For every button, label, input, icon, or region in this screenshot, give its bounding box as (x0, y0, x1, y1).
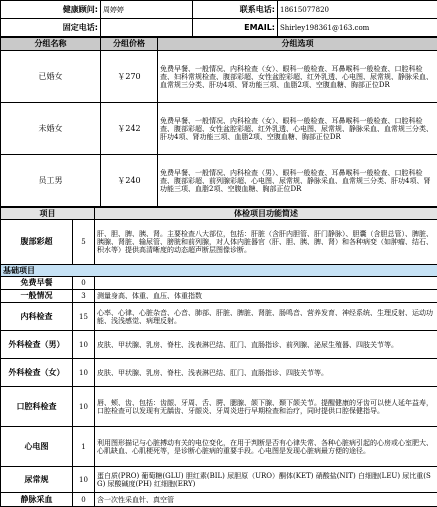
item-description: 肝、胆、脾、胰、肾。主要检查八大部位，包括：肝脏（含肝内胆管、肝门静脉）、胆囊（含胆总管）、脾脏、胰腺、肾脏、输尿管、膀胱和前列腺，对人体内脏器官（肝、胆、胰、脾、肾）和各种病变（如肿瘤、结石、积水等）提供高清晰度的动态超声断层图像诊断。 (95, 220, 437, 265)
item-count: 5 (73, 220, 95, 265)
item-name: 尿常规 (1, 467, 73, 493)
group-pricing-table (0, 37, 437, 207)
item-count: 3 (73, 290, 95, 303)
featured-item-row (1, 220, 437, 265)
group-items-header: 分组选项 (158, 38, 437, 51)
group-row (1, 103, 437, 155)
item-description: 利用图形描记与心脏搏动有关的电位变化，在用于判断是否有心律失常、各种心脏病引起的心房或心室肥大、心肌缺血、心肌梗死等，是诊断心脏病的重要手段。心电图是发现心脏病最方便的途径。 (95, 427, 437, 467)
item-description: 蛋白质(PRO) 葡萄糖(GLU) 胆红素(BIL) 尿胆原（URO）酮体(KET) 硝酸盐(NIT) 白细胞(LEU) 尿比重(SG) 尿酸碱度(PH) 红细胞(ERY) (95, 467, 437, 493)
email-label: EMAIL: (193, 19, 278, 37)
email-value: Shirley198361@163.com (278, 19, 437, 37)
table-row (1, 467, 437, 493)
group-name: 未婚女 (1, 103, 101, 155)
item-count: 0 (73, 493, 95, 507)
group-price: ￥240 (101, 155, 158, 207)
item-description: 皮肤、甲状腺、乳房、脊柱、浅表淋巴结、肛门、直肠指诊、四肢关节等。 (95, 359, 437, 387)
item-name: 心电图 (1, 427, 73, 467)
group-items: 免费早餐、一般情况、内科检查（男）、眼科一般检查、耳鼻喉科一般检查、口腔科检查、腹部彩超、前列腺彩超、心电图、尿常规、静脉采血、血常规三分类、肝功4项、肾功能三项、血脂2项、空腹血糖、胸部正位DR (158, 155, 437, 207)
item-description: 唇、颊、齿、包括：齿龈、牙周、舌、腭、腮腺、颌下腺、颞下颌关节。提醒健康的牙齿可以使人延年益寿，口腔检查可以发现有无龋齿、牙龈炎、牙周炎进行早期检查和治疗，同时提供口腔保健指导。 (95, 387, 437, 427)
item-name: 外科检查（女） (1, 359, 73, 387)
item-name: 外科检查（男） (1, 331, 73, 359)
fixed-phone-value (101, 19, 193, 37)
item-header: 项目 (1, 208, 95, 220)
item-name: 腹部彩超 (1, 220, 73, 265)
item-description: 测量身高、体重、血压、体重指数 (95, 290, 437, 303)
table-row (1, 277, 437, 290)
group-row (1, 51, 437, 103)
item-count: 10 (73, 387, 95, 427)
items-description-table (0, 207, 437, 507)
group-price: ￥242 (101, 103, 158, 155)
item-name: 内科检查 (1, 303, 73, 331)
group-items: 免费早餐、一般情况、内科检查（女）、眼科一般检查、耳鼻喉科一般检查、口腔科检查、妇科常规检查、腹部彩超、女性盆腔彩超、红外乳透、心电图、尿常规、静脉采血、血常规三分类、肝功4项、肾功能三项、血脂2项、空腹血糖、胸部正位DR (158, 51, 437, 103)
group-name: 员工男 (1, 155, 101, 207)
group-name-header: 分组名称 (1, 38, 101, 51)
consultant-label: 健康顾问: (1, 1, 101, 19)
description-header: 体检项目功能简述 (95, 208, 437, 220)
item-count: 10 (73, 359, 95, 387)
item-description: 含一次性采血针、真空管 (95, 493, 437, 507)
group-price: ￥270 (101, 51, 158, 103)
table-row (1, 427, 437, 467)
fixed-phone-label: 固定电话: (1, 19, 101, 37)
item-description (95, 277, 437, 290)
item-name: 免费早餐 (1, 277, 73, 290)
item-count: 15 (73, 303, 95, 331)
group-items: 免费早餐、一般情况、内科检查（女）、眼科一般检查、耳鼻喉科一般检查、口腔科检查、腹部彩超、女性盆腔彩超、红外乳透、心电图、尿常规、静脉采血、血常规三分类、肝功4项、肾功能三项、血脂2项、空腹血糖、胸部正位DR (158, 103, 437, 155)
item-count: 10 (73, 467, 95, 493)
table-row (1, 331, 437, 359)
table-row (1, 359, 437, 387)
item-name: 一般情况 (1, 290, 73, 303)
group-name: 已婚女 (1, 51, 101, 103)
item-count: 0 (73, 277, 95, 290)
contact-header (0, 0, 437, 37)
table-row (1, 387, 437, 427)
phone-value: 18615077820 (278, 1, 437, 19)
item-description: 心率、心律、心脏杂音、心音、肺部、肝脏、脾脏、肾脏、肠鸣音、营养发育、神经系统、生理反射、运动功能、浅浅感觉、病理反射。 (95, 303, 437, 331)
item-count: 10 (73, 331, 95, 359)
item-description: 皮肤、甲状腺、乳房、脊柱、浅表淋巴结、肛门、直肠指诊、前列腺、泌尿生殖器、四肢关节等。 (95, 331, 437, 359)
group-price-header: 分组价格 (101, 38, 158, 51)
section-title: 基础项目 (1, 265, 437, 277)
table-row (1, 290, 437, 303)
consultant-value: 周婷婷 (101, 1, 193, 19)
item-name: 口腔科检查 (1, 387, 73, 427)
phone-label: 联系电话: (193, 1, 278, 19)
group-row (1, 155, 437, 207)
item-name: 静脉采血 (1, 493, 73, 507)
table-row (1, 303, 437, 331)
item-count: 1 (73, 427, 95, 467)
